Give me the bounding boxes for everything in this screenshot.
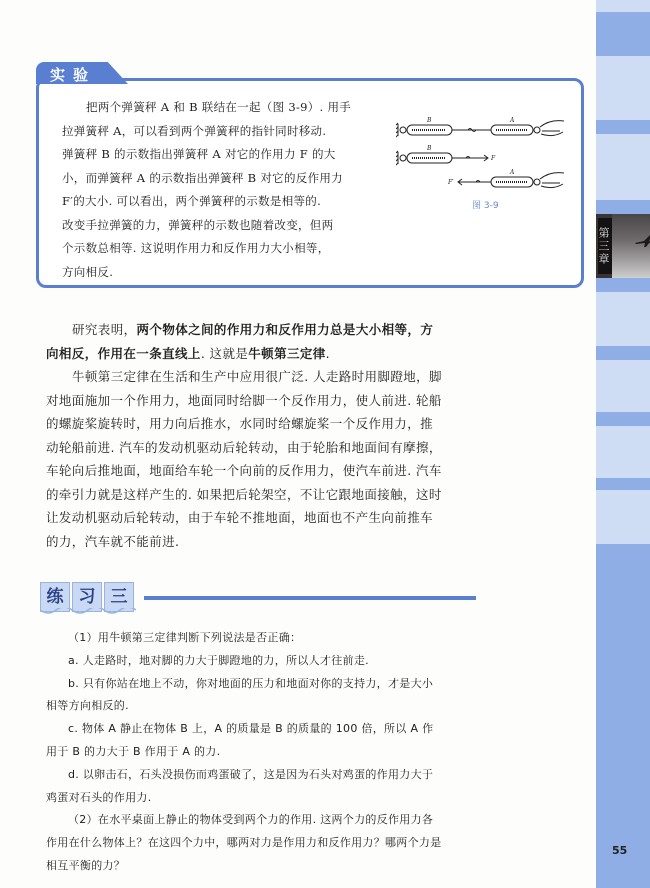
chapter-photo [612, 214, 650, 278]
exercise-item: a. 人走路时，地对脚的力大于脚蹬地的力，所以人才往前走. [68, 653, 369, 667]
paragraph-newton-third-law: 研究表明，两个物体之间的作用力和反作用力总是大小相等，方向相反，作用在一条直线上. 这就是牛顿第三定律. [46, 322, 434, 361]
strip-band [596, 200, 650, 214]
strip-band [596, 478, 650, 490]
exercise-title-char: 习 [72, 582, 102, 612]
chapter-label: 第三章 [598, 218, 612, 274]
exercise-rule [144, 596, 476, 600]
experiment-line: 拉弹簧秤 A，可以看到两个弹簧秤的指针同时移动. [62, 123, 327, 138]
body-text [46, 318, 444, 553]
experiment-tab [36, 62, 128, 84]
experiment-line: 小，而弹簧秤 A 的示数指出弹簧秤 B 对它的反作用力 [62, 170, 343, 185]
experiment-line: 方向相反. [62, 264, 114, 279]
svg-text:B: B [427, 117, 432, 124]
experiment-line: F′的大小. 可以看出，两个弹簧秤的示数是相等的. [62, 194, 322, 208]
svg-text:F′: F′ [448, 179, 454, 186]
strip-band [596, 278, 650, 292]
exercise-item: （1）用牛顿第三定律判断下列说法是否正确： [68, 631, 302, 644]
strip-band [596, 120, 650, 134]
experiment-line: 弹簧秤 B 的示数指出弹簧秤 A 对它的作用力 F 的大 [62, 147, 336, 161]
experiment-line: 个示数总相等. 这说明作用力和反作用力大小相等， [62, 241, 330, 255]
strip-band [596, 544, 650, 888]
svg-text:A: A [510, 169, 515, 176]
chapter-tab [596, 214, 650, 278]
svg-text:F: F [491, 155, 496, 162]
svg-text:A: A [510, 117, 515, 124]
strip-band [596, 346, 650, 360]
page-number: 55 [612, 844, 628, 857]
exercise-title-char: 练 [40, 582, 70, 612]
exercise-header [40, 582, 440, 618]
exercise-title-char: 三 [104, 582, 134, 612]
exercise-text [46, 627, 444, 878]
exercise-wave-decoration [40, 608, 136, 616]
svg-text:B: B [427, 145, 432, 152]
exercise-item: b. 只有你站在地上不动，你对地面的压力和地面对你的支持力，才是大小相等方向相反的. [46, 676, 434, 713]
experiment-line: 改变手拉弹簧的力，弹簧秤的示数也随着改变，但两 [62, 217, 334, 232]
experiment-tab-label: 实验 [50, 66, 97, 84]
strip-band [596, 12, 650, 56]
airplane-icon [634, 234, 650, 248]
strip-band [596, 412, 650, 426]
chapter-side-strip [596, 0, 650, 888]
experiment-text [62, 96, 398, 284]
figure-caption: 图 3-9 [472, 201, 499, 211]
exercise-item: （2）在水平桌面上静止的物体受到两个力的作用. 这两个力的反作用力各作用在什么物体上？在这四个力中，哪两对力是作用力和反作用力？哪两个力是相互平衡的力？ [46, 813, 442, 872]
experiment-line: 把两个弹簧秤 A 和 B 联结在一起（图 3-9）. 用手 [86, 100, 352, 114]
exercise-item: d. 以卵击石，石头没损伤而鸡蛋破了，这是因为石头对鸡蛋的作用力大于鸡蛋对石头的作用力. [46, 767, 434, 804]
exercise-item: c. 物体 A 静止在物体 B 上，A 的质量是 B 的质量的 100 倍，所以 A 作用于 B 的力大于 B 作用于 A 的力. [46, 722, 434, 758]
paragraph-applications: 牛顿第三定律在生活和生产中应用很广泛. 人走路时用脚蹬地，脚对地面施加一个作用力，地面同时给脚一个反作用力，使人前进. 轮船的螺旋桨旋转时，用力向后推水，水同时给螺旋桨一个反作用力，推动轮船前进. 汽车的发动机驱动后轮转动，由于轮胎和地面间有摩擦，车轮向后推地面，地面给车轮一个向前的反作用力，使汽车前进. 汽车的牵引力就是这样产生的. 如果把后轮架空，不让它跟地面接触，这时让发动机驱动后轮转动，由于车轮不推地面，地面也不产生向前推车的力，汽车就不能前进. [46, 369, 442, 549]
